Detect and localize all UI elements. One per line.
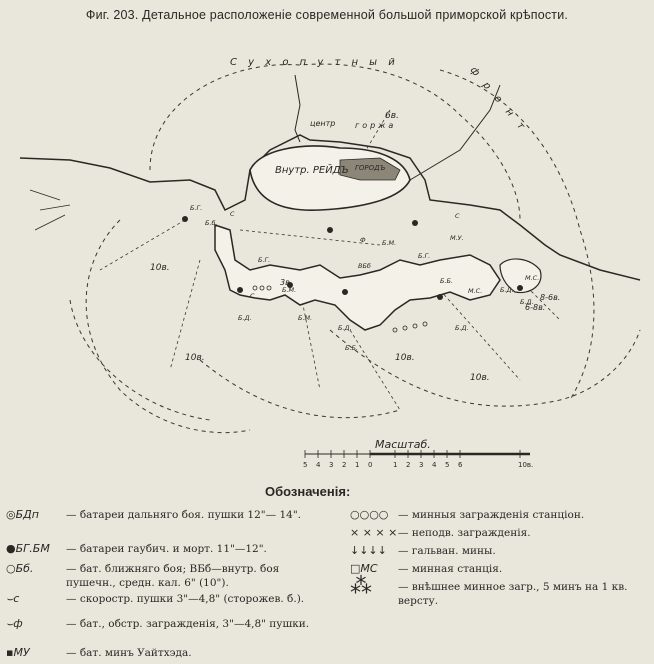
legend-title: Обозначенія: xyxy=(265,484,351,499)
battery-label: Б.Б. xyxy=(345,344,359,352)
legend-symbol: ◎БДп xyxy=(6,508,39,521)
legend-symbol: ▪МУ xyxy=(6,646,30,659)
battery-label: М.У. xyxy=(450,234,464,242)
battery-label: Б.Д. xyxy=(500,286,514,294)
legend-symbol: ○Бб. xyxy=(6,562,34,575)
battery-label: М.С. xyxy=(525,274,540,282)
scale-tick-label: 6 xyxy=(458,461,463,469)
battery-label: Б.Г. xyxy=(418,252,431,260)
battery-label: Б.Д. xyxy=(338,324,352,332)
label-land-front-east: ф р о н т xyxy=(467,64,529,135)
battery-label: Ф xyxy=(360,236,366,244)
legend-item xyxy=(6,508,336,536)
scale-tick-label: 0 xyxy=(368,461,373,469)
legend-symbol: ⌣ф xyxy=(6,617,23,630)
label-inner-roads: Внутр. РЕЙДЪ xyxy=(275,165,349,176)
scale-title: Масштаб. xyxy=(375,438,431,451)
battery-label: Б.б. xyxy=(205,219,218,227)
label-city: ГОРОДЪ xyxy=(355,164,386,172)
figure-caption: Фиг. 203. Детальное расположеніе современной большой приморской крѣпости. xyxy=(85,8,569,22)
battery-label: Б.Д. xyxy=(520,298,534,306)
distance-label: 10в. xyxy=(395,353,415,363)
legend-item xyxy=(6,542,336,558)
label-land-front-north: С у х о п у т н ы й xyxy=(230,57,399,68)
label-center: центр xyxy=(310,119,336,128)
legend-symbol: ○○○○ xyxy=(350,508,389,521)
distance-label: 10в. xyxy=(470,373,490,383)
battery-label: Б.Г. xyxy=(258,256,271,264)
legend-text: — бат. ближняго боя; ВБб—внутр. боя пушечн., средн. кал. 6" (10"). xyxy=(66,563,280,589)
legend-symbol: ↓↓↓↓ xyxy=(350,544,387,557)
battery-label: Б.Б. xyxy=(440,277,454,285)
battery-label: С xyxy=(230,210,235,218)
legend-text: — батареи гаубич. и морт. 11"—12". xyxy=(66,543,267,555)
legend-text: — батареи дальняго боя. пушки 12"— 14". xyxy=(66,509,301,521)
legend-symbol: □МС xyxy=(350,562,378,575)
distance-label: 8-6в. xyxy=(540,293,561,302)
legend-text: — минная станція. xyxy=(398,563,503,575)
legend-text: — минныя загражденія станціон. xyxy=(398,509,585,521)
legend-item xyxy=(6,617,336,645)
battery-label: С xyxy=(250,292,255,300)
legend-text: — бат. минъ Уайтхэда. xyxy=(66,647,192,659)
fortress-map xyxy=(0,30,654,480)
scale-tick-label: 5 xyxy=(303,461,308,469)
legend-symbol: ●БГ.БМ xyxy=(6,542,50,555)
legend-item xyxy=(350,574,650,612)
scale-tick-label: 10в. xyxy=(518,461,534,469)
legend-text: — внѣшнее минное загр., 5 минъ на 1 кв. версту. xyxy=(398,581,628,607)
scale-tick-label: 4 xyxy=(432,461,437,469)
legend-item xyxy=(6,562,336,590)
scale-tick-label: 3 xyxy=(329,461,334,469)
legend-item xyxy=(6,646,336,662)
coastline xyxy=(20,75,640,330)
scale-tick-label: 5 xyxy=(445,461,450,469)
external-minefield-icon: ⁂ xyxy=(350,574,372,599)
legend-text: — бат., обстр. загражденія, 3"—4,8" пушки. xyxy=(66,618,310,630)
legend-item xyxy=(350,544,650,560)
land-front-arcs xyxy=(70,64,640,433)
distance-label: 10в. xyxy=(185,353,205,363)
legend-item xyxy=(350,562,650,578)
battery-label: Б.Д. xyxy=(455,324,469,332)
scale-tick-label: 3 xyxy=(419,461,424,469)
legend-symbol: × × × × xyxy=(350,526,398,539)
legend-symbol: ⌣с xyxy=(6,592,20,605)
distance-label: 6в. xyxy=(385,111,399,121)
scale-tick-label: 1 xyxy=(355,461,360,469)
battery-label: Б.Д. xyxy=(238,314,252,322)
legend-text: — гальван. мины. xyxy=(398,545,496,557)
scale-tick-label: 2 xyxy=(342,461,347,469)
legend-text: — неподв. загражденія. xyxy=(398,527,531,539)
scale-tick-label: 1 xyxy=(393,461,398,469)
distance-label: 10в. xyxy=(150,263,170,273)
legend-item xyxy=(350,526,650,542)
scale-tick-label: 4 xyxy=(316,461,321,469)
scale-bar xyxy=(303,438,533,469)
label-gorge: горжа xyxy=(355,121,397,130)
battery-label: Б.М. xyxy=(382,239,397,247)
legend-item xyxy=(350,508,650,524)
legend-item xyxy=(6,592,336,620)
legend-text: — скоростр. пушки 3"—4,8" (сторожев. б.). xyxy=(66,593,305,605)
battery-label: Б.М. xyxy=(298,314,313,322)
battery-label: Б.Г. xyxy=(190,204,203,212)
distance-label: 6-8в. xyxy=(525,303,546,312)
battery-label: ВБб xyxy=(358,262,371,270)
distance-label: 3в. xyxy=(280,278,293,287)
battery-label: М.С. xyxy=(468,287,483,295)
battery-label: С xyxy=(455,212,460,220)
battery-label: Б.М. xyxy=(282,286,297,294)
scale-tick-label: 2 xyxy=(406,461,411,469)
